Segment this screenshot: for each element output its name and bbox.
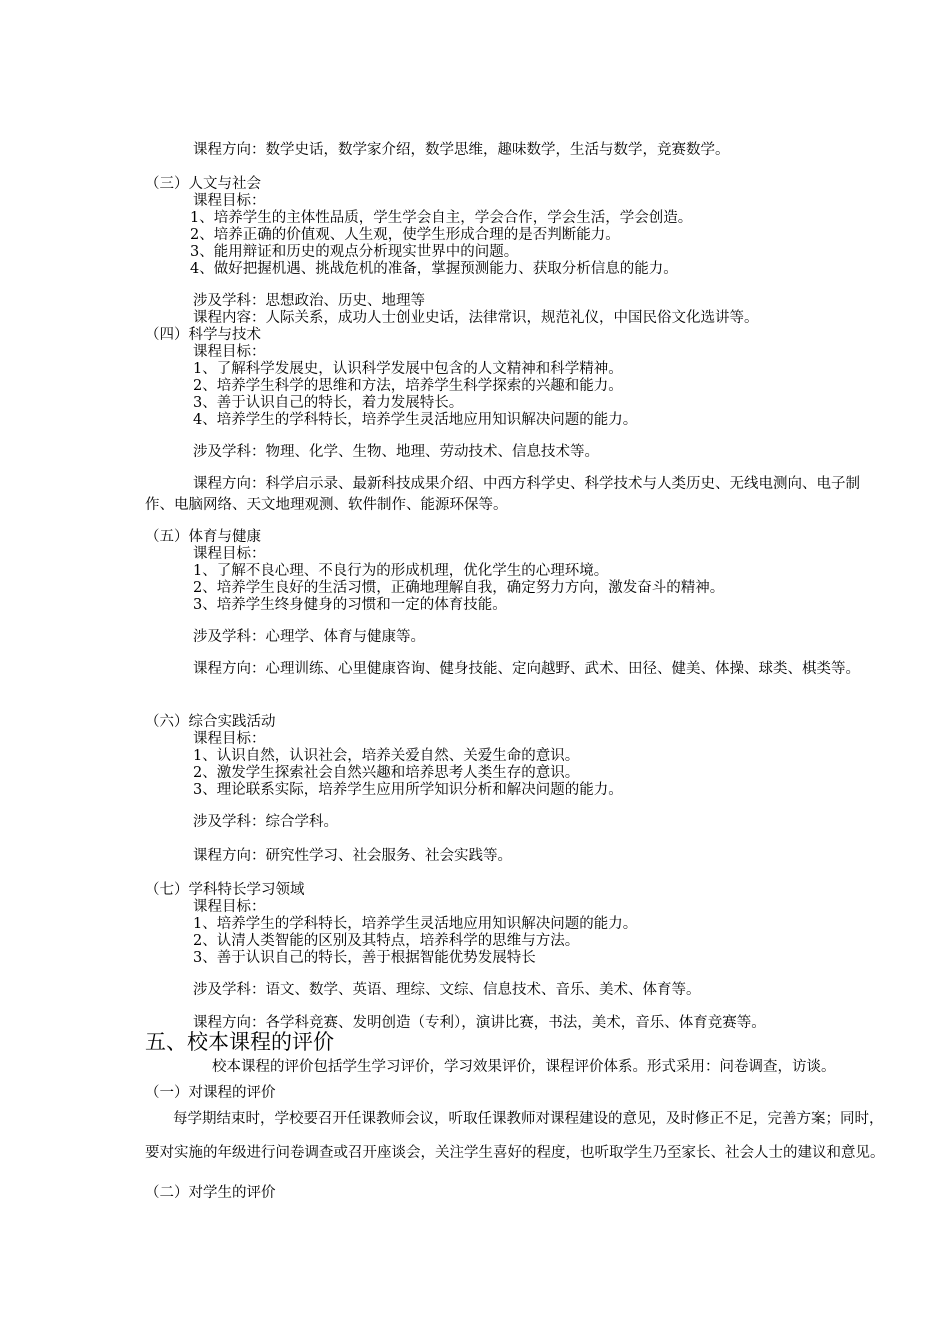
section7-goal-2: 2、认清人类智能的区别及其特点，培养科学的思维与方法。 — [193, 933, 580, 949]
section3-goal-label: 课程目标： — [193, 193, 266, 209]
section7-direction: 课程方向：各学科竞赛、发明创造（专利），演讲比赛，书法，美术，音乐、体育竞赛等。 — [193, 1015, 766, 1031]
section3-goal-3: 3、能用辩证和历史的观点分析现实世界中的问题。 — [190, 244, 519, 260]
section7-goal-label: 课程目标： — [193, 899, 266, 915]
section6-title: （六）综合实践活动 — [145, 714, 276, 730]
section7-title: （七）学科特长学习领域 — [145, 882, 305, 898]
section6-goal-1: 1、认识自然，认识社会，培养关爱自然、关爱生命的意识。 — [193, 748, 580, 764]
section4-goal-label: 课程目标： — [193, 344, 266, 360]
section5-goal-1: 1、了解不良心理、不良行为的形成机理，优化学生的心理环境。 — [193, 563, 609, 579]
section4-goal-4: 4、培养学生的学科特长，培养学生灵活地应用知识解决问题的能力。 — [193, 412, 638, 428]
evaluation-course-text: 每学期结束时，学校要召开任课教师会议，听取任课教师对课程建设的意见，及时修正不足，完善方案；同时，要对实施的年级进行问卷调查或召开座谈会，关注学生喜好的程度，也听取学生乃至家长、社会人士的建议和意见。 — [145, 1111, 885, 1161]
section7-goal-1: 1、培养学生的学科特长，培养学生灵活地应用知识解决问题的能力。 — [193, 916, 638, 932]
section4-direction: 课程方向：科学启示录、最新科技成果介绍、中西方科学史、科学技术与人类历史、无线电测向、电子制作、电脑网络、天文地理观测、软件制作、能源环保等。 — [145, 476, 860, 513]
section6-goal-label: 课程目标： — [193, 731, 266, 747]
section4-subjects: 涉及学科：物理、化学、生物、地理、劳动技术、信息技术等。 — [193, 444, 599, 460]
section7-goal-3: 3、善于认识自己的特长，善于根据智能优势发展特长 — [193, 950, 536, 966]
section3-title: （三）人文与社会 — [145, 176, 261, 192]
heading-five: 五、校本课程的评价 — [145, 1030, 334, 1054]
evaluation-course-title: （一）对课程的评价 — [145, 1085, 276, 1101]
section5-goal-label: 课程目标： — [193, 546, 266, 562]
section4-goal-3: 3、善于认识自己的特长，着力发展特长。 — [193, 395, 464, 411]
section6-goal-2: 2、激发学生探索社会自然兴趣和培养思考人类生存的意识。 — [193, 765, 580, 781]
section7-subjects: 涉及学科：语文、数学、英语、理综、文综、信息技术、音乐、美术、体育等。 — [193, 982, 701, 998]
evaluation-student-title: （二）对学生的评价 — [145, 1185, 276, 1201]
section3-subjects: 涉及学科：思想政治、历史、地理等 — [193, 293, 425, 309]
section3-goal-1: 1、培养学生的主体性品质，学生学会自主，学会合作，学会生活，学会创造。 — [190, 210, 693, 226]
section5-goal-2: 2、培养学生良好的生活习惯，正确地理解自我，确定努力方向，激发奋斗的精神。 — [193, 580, 725, 596]
section4-goal-2: 2、培养学生科学的思维和方法，培养学生科学探索的兴趣和能力。 — [193, 378, 623, 394]
section5-goal-3: 3、培养学生终身健身的习惯和一定的体育技能。 — [193, 597, 507, 613]
section3-content: 课程内容：人际关系，成功人士创业史话，法律常识，规范礼仪，中国民俗文化选讲等。 — [193, 310, 759, 326]
section6-direction: 课程方向：研究性学习、社会服务、社会实践等。 — [193, 848, 512, 864]
evaluation-intro: 校本课程的评价包括学生学习评价，学习效果评价，课程评价体系。形式采用：问卷调查，访谈。 — [212, 1059, 836, 1075]
section3-goal-2: 2、培养正确的价值观、人生观，使学生形成合理的是否判断能力。 — [190, 227, 620, 243]
section4-title: （四）科学与技术 — [145, 327, 261, 343]
section4-goal-1: 1、了解科学发展史，认识科学发展中包含的人文精神和科学精神。 — [193, 361, 623, 377]
section5-subjects: 涉及学科：心理学、体育与健康等。 — [193, 629, 425, 645]
math-direction: 课程方向：数学史话，数学家介绍，数学思维，趣味数学，生活与数学，竞赛数学。 — [193, 142, 730, 158]
section3-goal-4: 4、做好把握机遇、挑战危机的准备，掌握预测能力、获取分析信息的能力。 — [190, 261, 678, 277]
section6-goal-3: 3、理论联系实际，培养学生应用所学知识分析和解决问题的能力。 — [193, 782, 623, 798]
section6-subjects: 涉及学科：综合学科。 — [193, 814, 338, 830]
section5-title: （五）体育与健康 — [145, 529, 261, 545]
section5-direction: 课程方向：心理训练、心里健康咨询、健身技能、定向越野、武术、田径、健美、体操、球类、棋类等。 — [193, 661, 860, 677]
